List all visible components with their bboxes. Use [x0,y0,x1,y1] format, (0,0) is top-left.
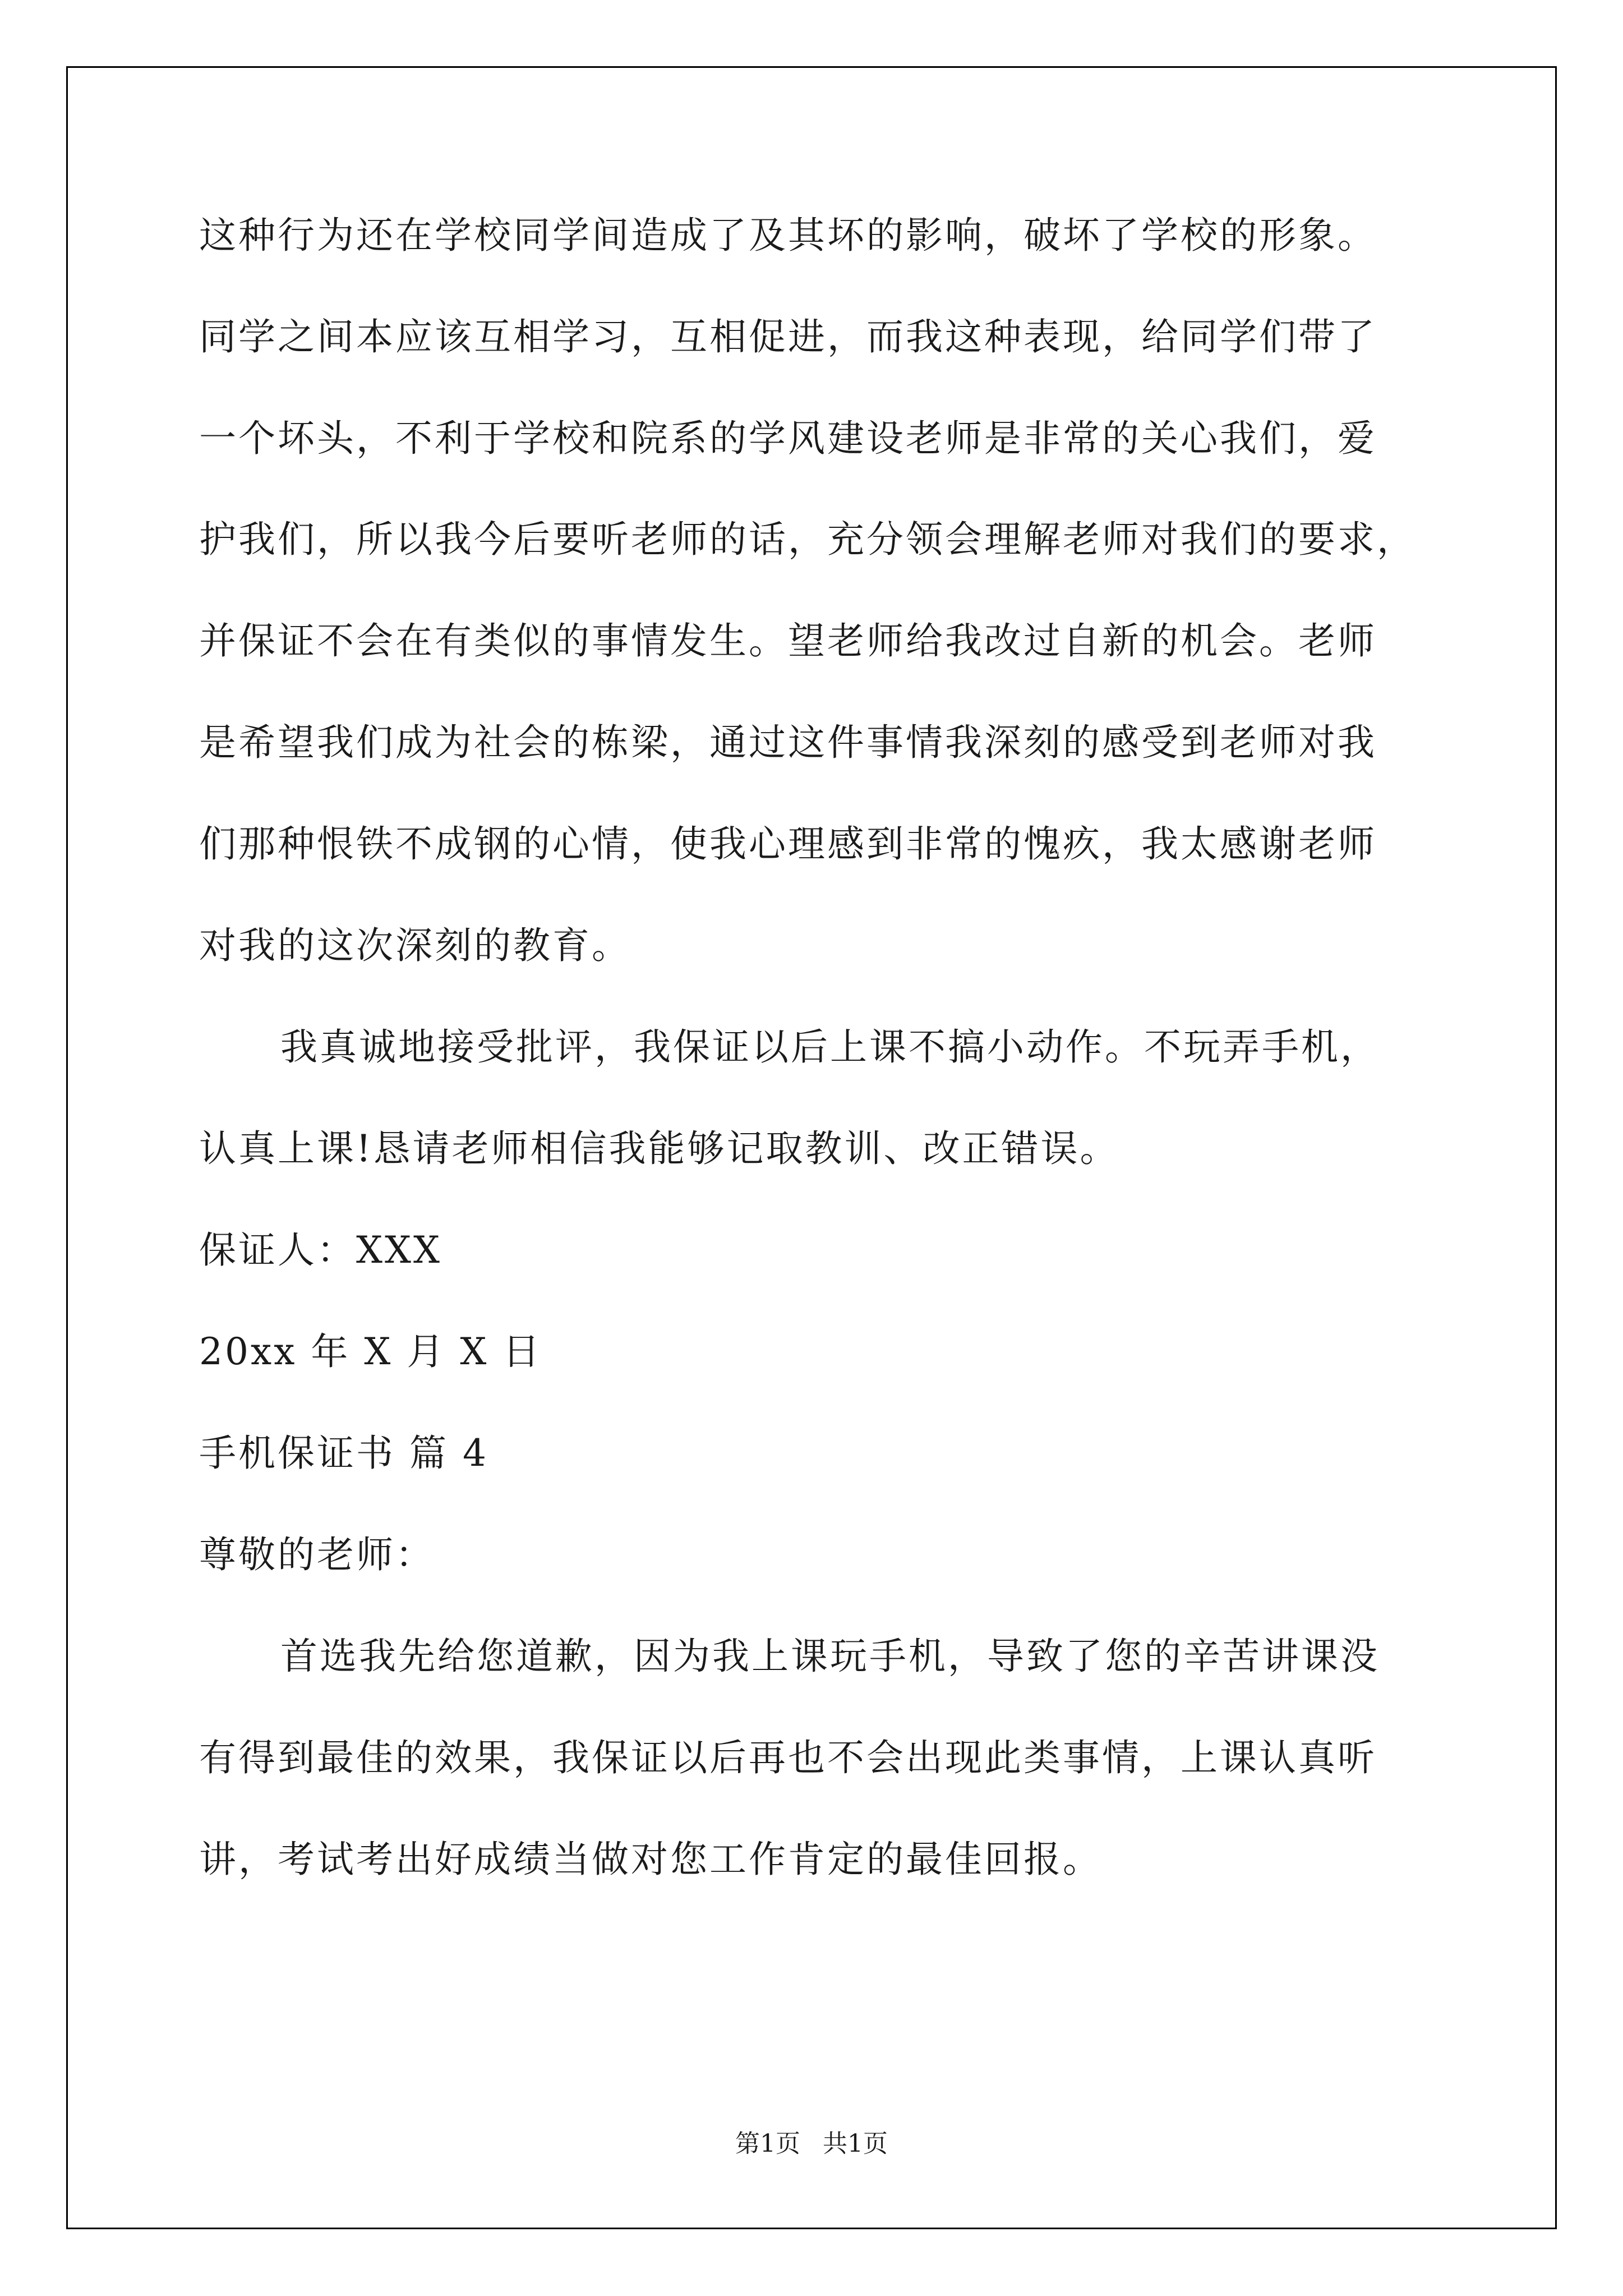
text-line-8: 对我的这次深刻的教育。 [199,924,631,967]
paragraph-start-1: 我真诚地接受批评，我保证以后上课不搞小动作。不玩弄手机， [280,1025,1380,1069]
salutation: 尊敬的老师： [199,1533,435,1576]
text-line-1: 这种行为还在学校同学间造成了及其坏的影响，破坏了学校的形象。 [199,214,1377,257]
paragraph-start-2: 首选我先给您道歉，因为我上课玩手机，导致了您的辛苦讲课没 [280,1635,1380,1678]
text-line-2: 同学之间本应该互相学习，互相促进，而我这种表现，给同学们带了 [199,315,1377,358]
text-line-16: 有得到最佳的效果，我保证以后再也不会出现此类事情，上课认真听 [199,1736,1377,1779]
text-line-3: 一个坏头，不利于学校和院系的学风建设老师是非常的关心我们，爱 [199,417,1377,460]
text-line-6: 是希望我们成为社会的栋梁，通过这件事情我深刻的感受到老师对我 [199,721,1377,764]
guarantor-line: 保证人：XXX [199,1228,442,1272]
text-line-10: 认真上课!恳请老师相信我能够记取教训、改正错误。 [199,1127,1119,1170]
text-line-5: 并保证不会在有类似的事情发生。望老师给我改过自新的机会。老师 [199,619,1377,662]
text-line-17: 讲，考试考出好成绩当做对您工作肯定的最佳回报。 [199,1838,1102,1881]
page-total: 共1页 [823,2129,888,2158]
section-title: 手机保证书 篇 4 [199,1432,488,1475]
text-line-7: 们那种恨铁不成钢的心情，使我心理感到非常的愧疚，我太感谢老师 [199,822,1377,866]
page-footer [0,2129,1623,2158]
page-number: 第1页 [735,2129,800,2158]
text-line-4: 护我们，所以我今后要听老师的话，充分领会理解老师对我们的要求， [199,518,1416,561]
date-line: 20xx 年 X 月 X 日 [199,1330,542,1373]
